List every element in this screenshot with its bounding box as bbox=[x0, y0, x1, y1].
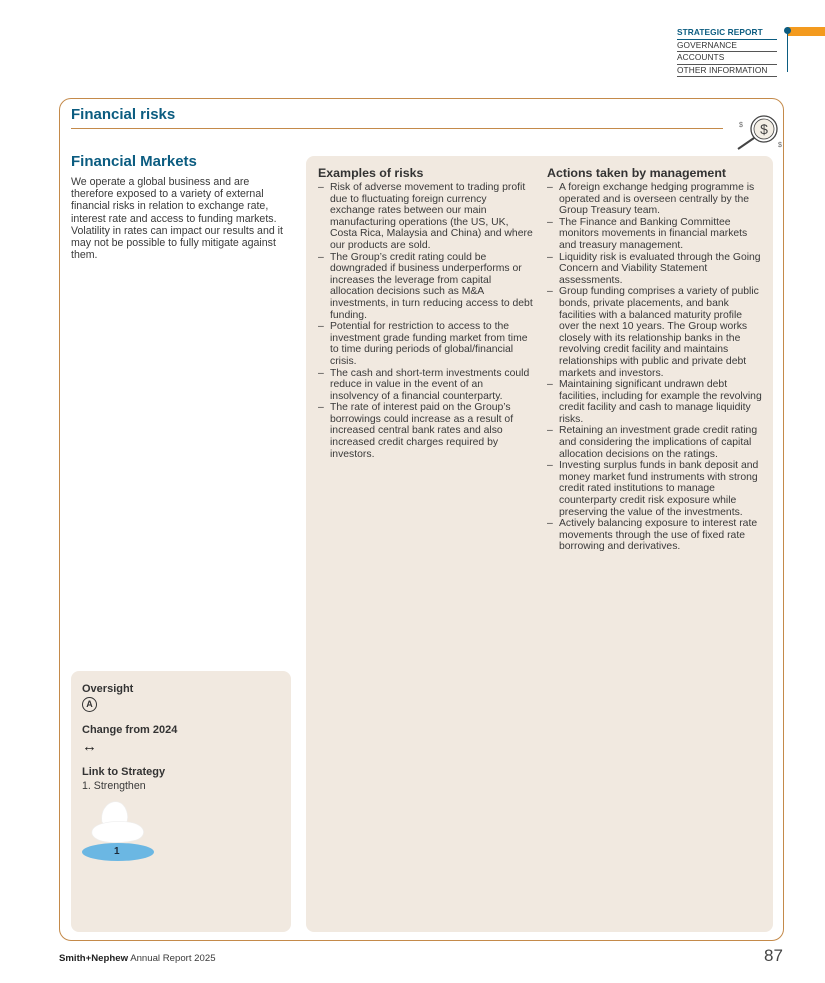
nav-accounts[interactable]: ACCOUNTS bbox=[677, 52, 777, 65]
page-number: 87 bbox=[764, 946, 783, 965]
nav-progress-line bbox=[787, 30, 788, 72]
section-intro: We operate a global business and are therefore exposed to a variety of external financial risks in relation to exchange rate, interest rate and access to funding markets. Volatility in rates can impact our results and it may not be possible to fully mitigate against them. bbox=[71, 176, 283, 262]
change-label: Change from 2024 bbox=[82, 724, 178, 736]
footer-text: Annual Report 2025 bbox=[130, 953, 216, 964]
list-item: – The Group’s credit rating could be downgraded if business underperforms or increases the leverage from capital allocation decisions such as M&A investments, in turn reducing access to debt funding. bbox=[318, 252, 533, 322]
nav-accent-bar bbox=[787, 27, 825, 36]
list-item: – Risk of adverse movement to trading profit due to fluctuating foreign currency exchange rates between our main manufacturing operations (the US, UK, Costa Rica, Malaysia and China) and where our products are sold. bbox=[318, 182, 533, 252]
strategy-label: Link to Strategy bbox=[82, 766, 166, 778]
section-nav bbox=[677, 27, 777, 77]
nav-other-information[interactable]: OTHER INFORMATION bbox=[677, 65, 777, 78]
list-item: – The rate of interest paid on the Group’s borrowings could increase as a result of increased central bank rates and also increased credit charges required by investors. bbox=[318, 402, 533, 460]
actions-column bbox=[547, 166, 762, 553]
nav-governance[interactable]: GOVERNANCE bbox=[677, 40, 777, 53]
list-item: – Actively balancing exposure to interest rate movements through the use of fixed rate borrowing and derivatives. bbox=[547, 518, 762, 553]
examples-list bbox=[318, 182, 533, 460]
strategy-value: 1. Strengthen bbox=[82, 780, 146, 792]
oversight-badge: A bbox=[82, 697, 97, 712]
oversight-label: Oversight bbox=[82, 683, 134, 695]
examples-column bbox=[318, 166, 533, 460]
actions-list bbox=[547, 182, 762, 553]
list-item: – Maintaining significant undrawn debt facilities, including for example the revolving credit facility and cash to manage liquidity risks. bbox=[547, 379, 762, 425]
list-item: – Liquidity risk is evaluated through the Going Concern and Viability Statement assessments. bbox=[547, 252, 762, 287]
nav-strategic-report[interactable]: STRATEGIC REPORT bbox=[677, 27, 777, 40]
list-item: – Potential for restriction to access to the investment grade funding market from time to time during periods of global/financial crisis. bbox=[318, 321, 533, 367]
nav-progress-dot bbox=[784, 27, 791, 34]
list-item: – The Finance and Banking Committee monitors movements in financial markets and treasury management. bbox=[547, 217, 762, 252]
strategy-stones-icon bbox=[80, 798, 160, 864]
title-divider bbox=[71, 128, 723, 129]
footer bbox=[59, 953, 216, 964]
svg-text:$: $ bbox=[739, 122, 743, 129]
svg-text:$: $ bbox=[760, 121, 768, 137]
list-item: – Investing surplus funds in bank deposit and money market fund instruments with strong credit rated institutions to manage counterparty credit risk exposure while preserving the value of the investments. bbox=[547, 460, 762, 518]
examples-heading: Examples of risks bbox=[318, 166, 424, 180]
left-right-arrow-icon: ↔ bbox=[82, 738, 97, 755]
dollar-magnifier-icon bbox=[734, 109, 784, 151]
actions-heading: Actions taken by management bbox=[547, 166, 727, 180]
strategy-stone-number: 1 bbox=[114, 846, 120, 857]
list-item: – Group funding comprises a variety of public bonds, private placements, and bank facilities with a balanced maturity profile over the next 10 years. The Group works closely with its relationship banks in the revolving credit facility and maintains relationships with public and private debt markets and investors. bbox=[547, 286, 762, 379]
svg-text:$: $ bbox=[778, 142, 782, 149]
footer-brand: Smith+Nephew bbox=[59, 953, 129, 964]
section-title: Financial Markets bbox=[71, 153, 197, 170]
list-item: – The cash and short-term investments could reduce in value in the event of an insolvency of a financial counterparty. bbox=[318, 368, 533, 403]
list-item: – Retaining an investment grade credit rating and considering the implications of capital allocation decisions on the ratings. bbox=[547, 425, 762, 460]
card-title: Financial risks bbox=[71, 106, 176, 123]
list-item: – A foreign exchange hedging programme is operated and is overseen centrally by the Group Treasury team. bbox=[547, 182, 762, 217]
